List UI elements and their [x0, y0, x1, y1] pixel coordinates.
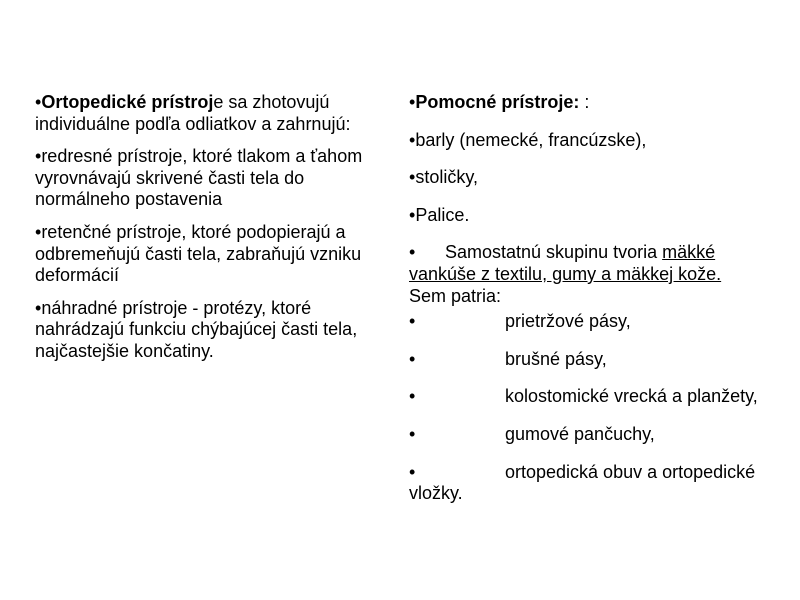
sub-item-text: ortopedická obuv a ortopedické vložky. [409, 461, 756, 504]
right-heading-rest: : [579, 92, 590, 112]
left-item-text: náhradné prístroje - protézy, ktoré nahrádzajú funkciu chýbajúcej časti tela, najčastejšie končatiny. [35, 297, 358, 361]
sub-item-gumove [409, 424, 774, 446]
group-after: Sem patria: [409, 285, 502, 306]
sub-item-text: gumové pančuchy, [505, 423, 655, 444]
bullet: • [35, 146, 42, 167]
right-item-text: stoličky, [415, 167, 478, 188]
right-item-barly [409, 130, 774, 152]
group-underlined: mäkké vankúše z textilu, gumy a mäkkej kože. [409, 242, 722, 284]
sub-item-brusne [409, 349, 774, 371]
intro-rest: e sa zhotovujú individuálne podľa odliatkov a zahrnujú: [35, 92, 351, 134]
sub-item-text: kolostomické vrecká a planžety, [505, 386, 758, 407]
bullet: • [409, 92, 416, 112]
right-column [409, 92, 774, 521]
left-item-redresne [35, 146, 390, 211]
right-item-text: Palice. [415, 204, 470, 225]
intro-bold: Ortopedické prístroj [41, 92, 214, 112]
bullet: • [409, 242, 416, 263]
right-item-stolicky [409, 167, 774, 189]
sub-item-obuv [409, 462, 774, 505]
bullet: • [409, 348, 416, 369]
right-item-text: barly (nemecké, francúzske), [415, 129, 647, 150]
bullet: • [409, 423, 416, 444]
left-item-text: retenčné prístroje, ktoré podopierajú a odbremeňujú časti tela, zabraňujú vzniku deformácií [35, 221, 362, 286]
bullet: • [409, 311, 416, 332]
bullet: • [35, 221, 42, 242]
right-item-palice [409, 205, 774, 227]
left-column [35, 92, 390, 374]
bullet: • [409, 461, 416, 482]
left-intro [35, 92, 390, 135]
left-item-nahradne [35, 298, 390, 363]
bullet: • [409, 204, 416, 225]
left-item-text: redresné prístroje, ktoré tlakom a ťahom vyrovnávajú skrivené časti tela do normálneho postavenia [35, 146, 363, 210]
left-item-retencne [35, 222, 390, 287]
bullet: • [35, 297, 42, 318]
right-heading [409, 92, 774, 114]
sub-item-prietrzove [409, 311, 774, 333]
bullet: • [409, 386, 416, 407]
right-heading-bold: Pomocné prístroje: [415, 92, 580, 112]
group-lead: Samostatnú skupinu tvoria [445, 242, 663, 263]
bullet: • [409, 129, 416, 150]
bullet: • [409, 167, 416, 188]
sub-item-text: brušné pásy, [505, 348, 607, 369]
right-group [409, 242, 774, 307]
sub-item-kolostomicke [409, 386, 774, 408]
bullet: • [35, 92, 42, 112]
sub-item-text: prietržové pásy, [505, 311, 631, 332]
